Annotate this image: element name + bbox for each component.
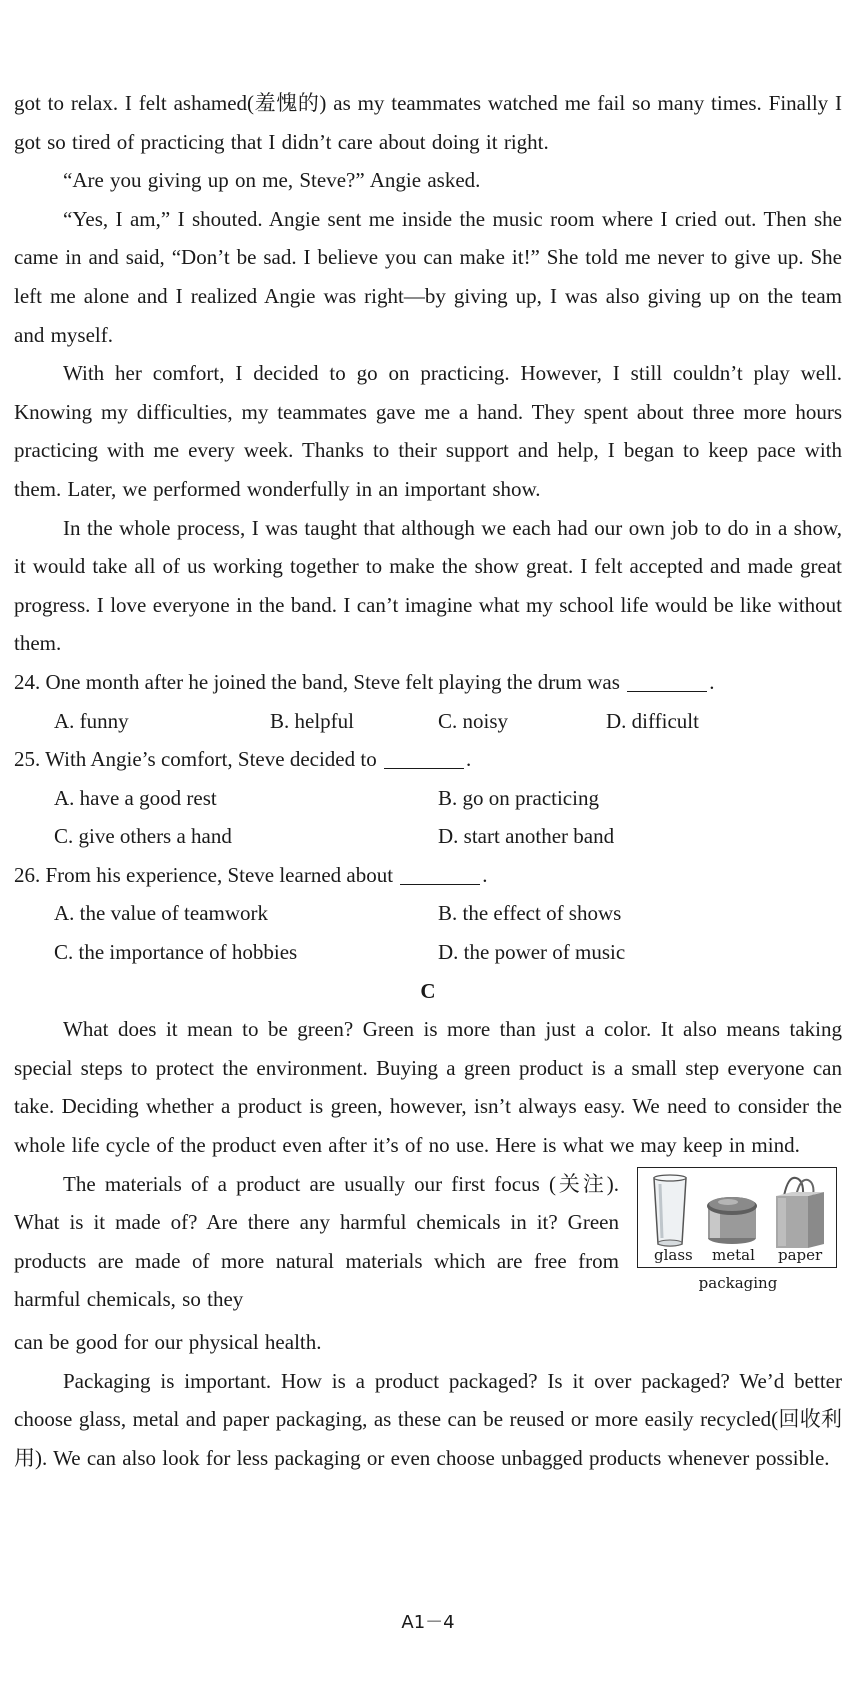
paragraph: What does it mean to be green? Green is more than just a color. It also means taking special steps to protect the environment. Buying a green product is a small step everyone can take. Deciding whether a product is green, however, isn’t always easy. We need to consider the whole life cycle of the product even after it’s of no use. Here is what we may keep in mind. xyxy=(14,1017,842,1158)
glass-label: glass xyxy=(654,1245,693,1264)
answer-blank xyxy=(627,670,707,692)
option-c: C. give others a hand xyxy=(54,824,232,849)
paper-label: paper xyxy=(778,1245,823,1264)
option-c: C. noisy xyxy=(438,708,509,733)
option-a: A. have a good rest xyxy=(54,785,217,810)
option-d: D. difficult xyxy=(606,708,699,733)
option-d: D. start another band xyxy=(438,824,615,849)
answer-blank xyxy=(384,747,464,769)
option-a: A. the value of teamwork xyxy=(54,901,269,926)
option-c: C. the importance of hobbies xyxy=(54,940,298,965)
question-stem: One month after he joined the band, Steve felt playing the drum was xyxy=(45,669,620,694)
option-b: B. go on practicing xyxy=(438,785,599,810)
figure-caption: packaging xyxy=(698,1273,778,1292)
question-number: 25. xyxy=(14,747,41,772)
question-24: 24. One month after he joined the band, Steve felt playing the drum was . A. funny B. helpful C. noisy D. difficult xyxy=(14,663,842,740)
question-number: 26. xyxy=(14,862,41,887)
question-stem: From his experience, Steve learned about xyxy=(45,862,394,887)
figure-frame xyxy=(637,1167,837,1268)
paragraph: In the whole process, I was taught that although we each had our own job to do in a show, it would take all of us working together to make the show great. I felt accepted and made great progress. I love everyone in the band. I can’t imagine what my school life would be like without them. xyxy=(14,515,842,656)
paragraph: can be good for our physical health. xyxy=(14,1330,322,1354)
paragraph: The materials of a product are usually our first focus (关注). What is it made of? Are there any harmful chemicals in it? Green products are made of more natural materials which are free from harmful chemicals, so they xyxy=(14,1171,619,1312)
paper-bag-icon xyxy=(776,1177,824,1247)
options-row xyxy=(14,933,842,972)
paragraph: got to relax. I felt ashamed(羞愧的) as my teammates watched me fail so many times. Finally I got so tired of practicing that I didn’t care about doing it right. xyxy=(14,91,842,154)
question-stem: With Angie’s comfort, Steve decided to xyxy=(45,747,377,772)
packaging-figure xyxy=(637,1167,839,1292)
options-row xyxy=(14,894,842,933)
figure-paragraph xyxy=(14,1165,842,1319)
question-number: 24. xyxy=(14,669,41,694)
option-a: A. funny xyxy=(54,708,129,733)
page-content xyxy=(14,84,842,1477)
paragraph: “Are you giving up on me, Steve?” Angie asked. xyxy=(63,168,481,193)
glass-icon xyxy=(654,1175,686,1246)
option-b: B. helpful xyxy=(270,708,354,733)
options-row xyxy=(14,702,842,741)
paragraph: “Yes, I am,” I shouted. Angie sent me inside the music room where I cried out. Then she came in and said, “Don’t be sad. I believe you can make it!” She told me never to give up. She left me alone and I realized Angie was right—by giving up, I was also giving up on the team and myself. xyxy=(14,206,842,347)
question-25: 25. With Angie’s comfort, Steve decided to . A. have a good rest B. go on practicing C. give others a hand D. start another band xyxy=(14,740,842,856)
options-row xyxy=(14,817,842,856)
paragraph: With her comfort, I decided to go on practicing. However, I still couldn’t play well. Knowing my difficulties, my teammates gave me a hand. They spent about three more hours practicing with me every week. Thanks to their support and help, I began to keep pace with them. Later, we performed wonderfully in an important show. xyxy=(14,361,842,501)
metal-label: metal xyxy=(712,1245,755,1264)
question-26: 26. From his experience, Steve learned about . A. the value of teamwork B. the effect of shows C. the importance of hobbies D. the power of music xyxy=(14,856,842,972)
section-heading: C xyxy=(420,978,436,1003)
options-row xyxy=(14,779,842,818)
metal-tin-icon xyxy=(707,1197,757,1244)
option-d: D. the power of music xyxy=(438,940,626,965)
option-b: B. the effect of shows xyxy=(438,901,622,926)
page-number: A1－4 xyxy=(401,1612,455,1633)
answer-blank xyxy=(400,863,480,885)
paragraph: Packaging is important. How is a product packaged? Is it over packaged? We’d better choose glass, metal and paper packaging, as these can be reused or more easily recycled(回收利用). We can also look for less packaging or even choose unbagged products whenever possible. xyxy=(14,1368,842,1470)
